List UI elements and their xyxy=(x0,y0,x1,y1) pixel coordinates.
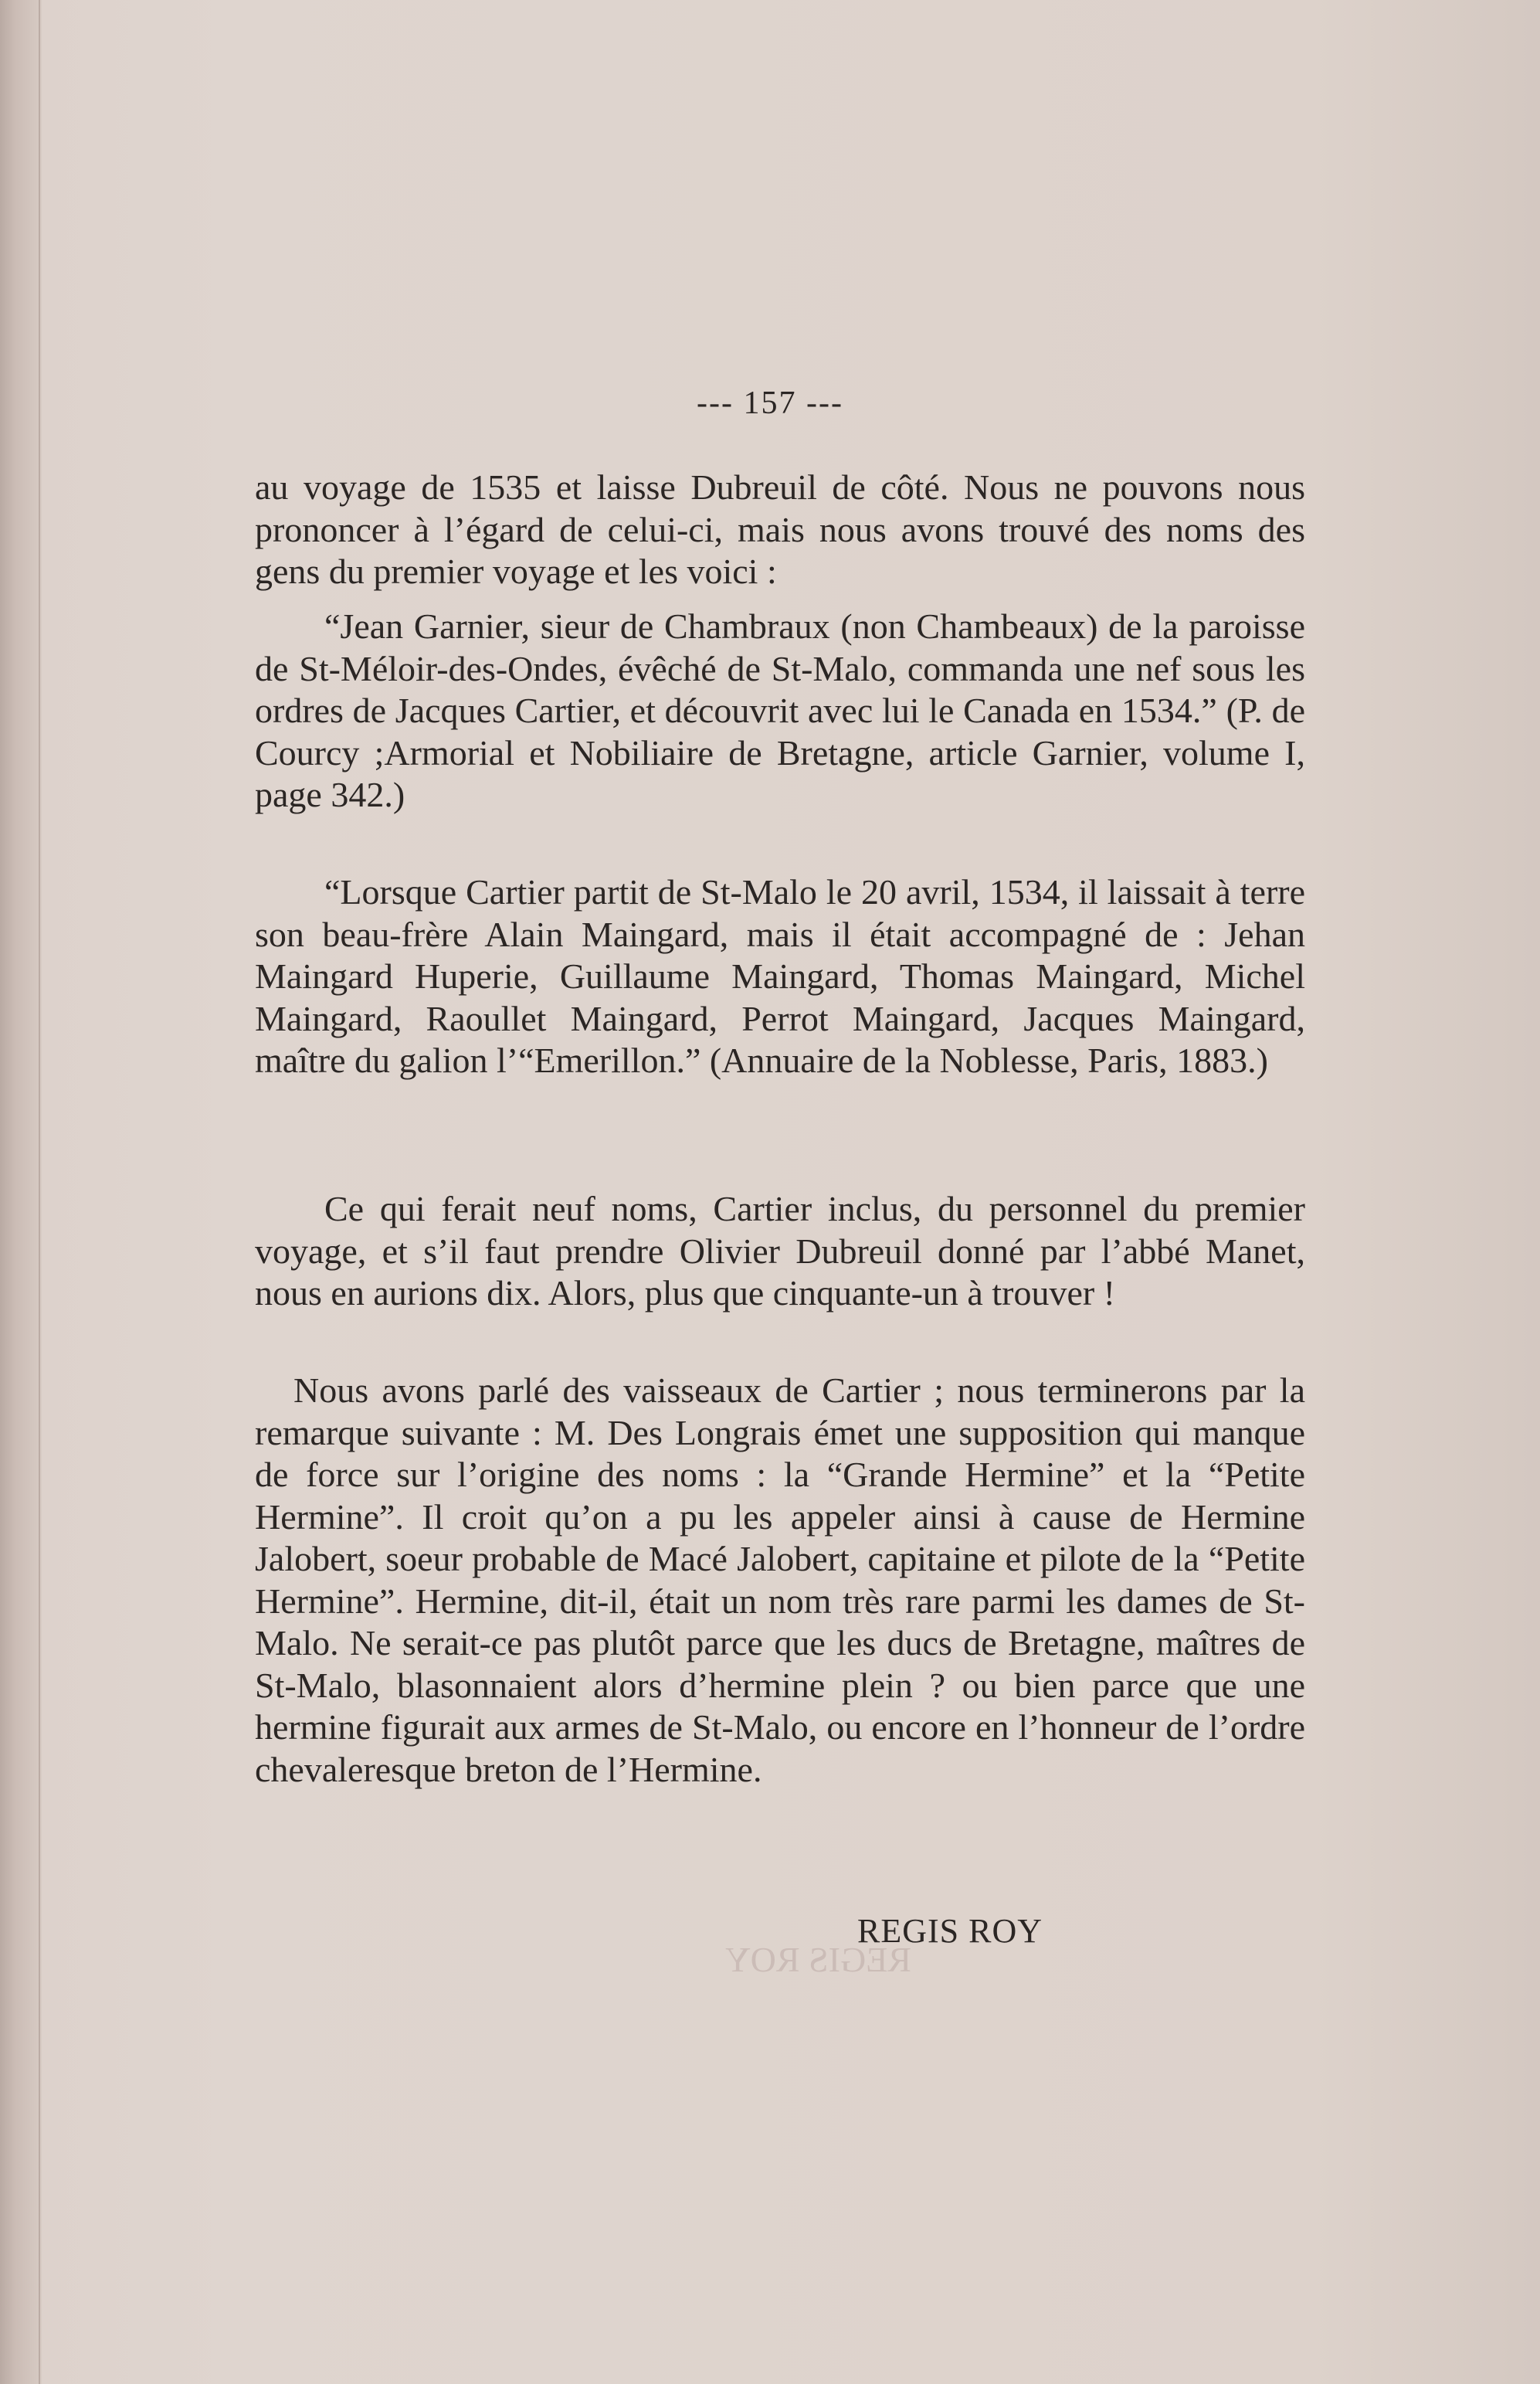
page-spine-shadow xyxy=(0,0,42,2384)
paragraph-3-quote-maingard: “Lorsque Cartier partit de St-Malo le 20 avril, 1534, il laissait à terre son beau-frère Alain Maingard, mais il était accompagné de : Jehan Maingard Huperie, Guillaume Maingard, Thomas Maingard, Michel Maingard, Raoullet Maingard, Perrot Maingard, Jacques Maingard, maître du galion l’“Emerillon.” (Annuaire de la Noblesse, Paris, 1883.) xyxy=(255,872,1305,1080)
author-signature: REGIS ROY xyxy=(857,1912,1043,1950)
paragraph-2-quote-garnier: “Jean Garnier, sieur de Chambraux (non Chambeaux) de la paroisse de St-Méloir-des-Ondes, évêché de St-Malo, commanda une nef sous les ordres de Jacques Cartier, et découvrit avec lui le Canada en 1534.” (P. de Courcy ;Armorial et Nobiliaire de Bretagne, article Garnier, volume I, page 342.) xyxy=(255,606,1305,814)
paragraph-1: au voyage de 1535 et laisse Dubreuil de côté. Nous ne pouvons nous prononcer à l’égard de celui-ci, mais nous avons trouvé des noms des gens du premier voyage et les voici : xyxy=(255,467,1305,591)
paragraph-5: Nous avons parlé des vaisseaux de Cartier ; nous terminerons par la remarque suivante : M. Des Longrais émet une supposition qui manque de force sur l’origine des noms : la “Grande Hermine” et la “Petite Hermine”. Il croit qu’on a pu les appeler ainsi à cause de Hermine Jalobert, soeur probable de Macé Jalobert, capitaine et pilote de la “Petite Hermine”. Hermine, dit-il, était un nom très rare parmi les dames de St-Malo. Ne serait-ce pas plutôt parce que les ducs de Bretagne, maîtres de St-Malo, blasonnaient alors d’hermine plein ? ou bien parce que une hermine figurait aux armes de St-Malo, ou encore en l’honneur de l’ordre chevaleresque breton de l’Hermine. xyxy=(255,1370,1305,1789)
bleed-through-text: REGIS ROY xyxy=(724,1940,911,1979)
paragraph-4: Ce qui ferait neuf noms, Cartier inclus, du personnel du premier voyage, et s’il faut prendre Olivier Dubreuil donné par l’abbé Manet, nous en aurions dix. Alors, plus que cinquante-un à trouver ! xyxy=(255,1189,1305,1313)
page-edge-line xyxy=(39,0,40,2384)
page-number: --- 157 --- xyxy=(697,385,843,421)
